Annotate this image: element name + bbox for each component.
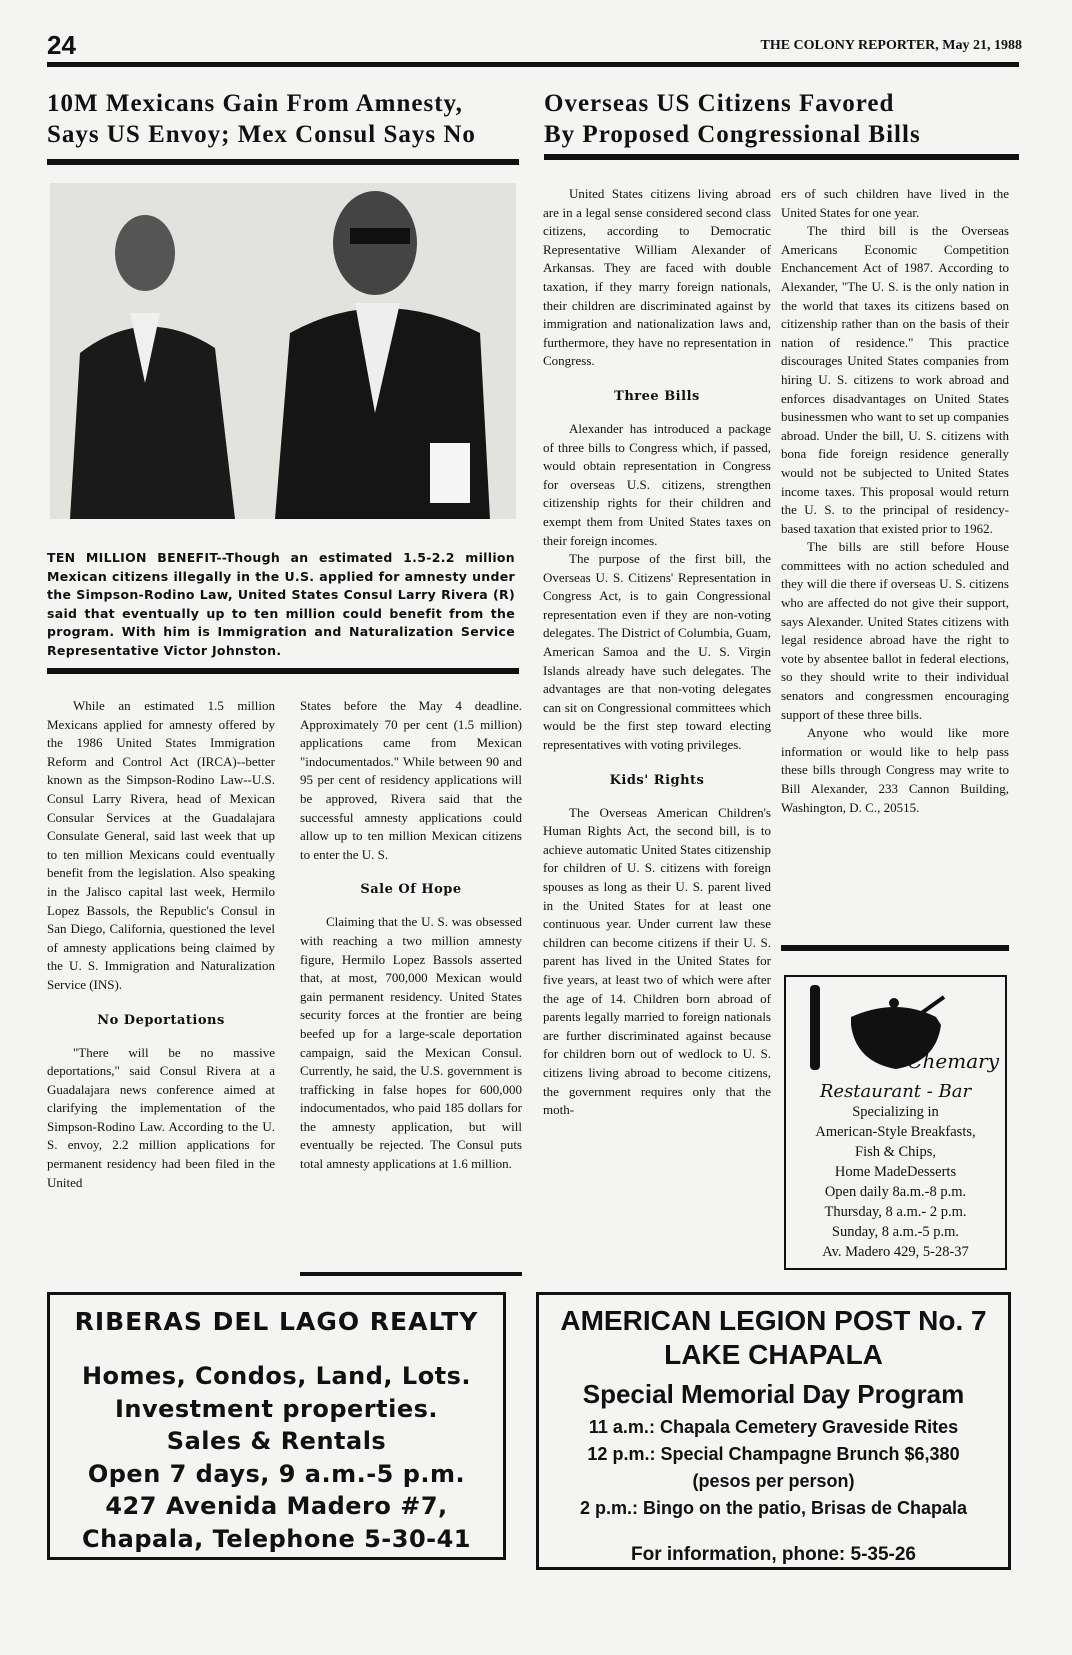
photo-caption: TEN MILLION BENEFIT--Though an estimated 1.5-2.2 million Mexican citizens illegally in the U.S. applied for amnesty under the Simpson-Rodino Law, United States Consul Larry Rivera (R) said that eventually up to ten million could benefit from the program. With him is Immigration and Naturalization Service Representative Victor Johnston. (47, 550, 515, 658)
paragraph: The purpose of the first bill, the Overseas U. S. Citizens' Representation in Congress Act, is to gain Congressional representation even if they are non-voting delegates. The District of Columbia, Guam, American Samoa and the U. S. Virgin Islands already have such delegates. The advantages are that non-voting delegates can sit on Congressional committees which would be the first step toward electing representatives with voting privileges. (543, 551, 771, 753)
schedule-time: 11 a.m.: (588, 1417, 655, 1437)
schedule-text: Chapala Cemetery Graveside Rites (659, 1417, 959, 1437)
ad-line: Home MadeDesserts (834, 1164, 957, 1180)
paragraph: States before the May 4 deadline. Approximately 70 per cent (1.5 million) applications came from Mexican "indocumentados." While between 90 and 95 per cent of residency applications will be approved, Rivera said that the successful amnesty applications could allow up to ten million Mexican citizens to enter the U. S. (300, 698, 522, 862)
schedule-item (539, 1468, 1008, 1495)
paragraph: The bills are still before House committees with no action scheduled and they will die there if overseas U. S. citizens who are affected do not give their support, says Alexander. United States citizens with legal residence abroad have the right to vote by absentee ballot in federal elections, so they should write to their individual senators and congressmen encouraging support of these three bills. (781, 539, 1009, 722)
ad-line: American-Style Breakfasts, (815, 1124, 976, 1140)
right-headline (544, 88, 1019, 150)
page-number: 24 (47, 30, 76, 60)
realty-ad (47, 1292, 506, 1560)
article-column-4 (781, 185, 1009, 817)
schedule-text: Special Champagne Brunch $6,380 (660, 1444, 960, 1464)
subheading: Three Bills (614, 388, 700, 404)
left-headline (47, 88, 522, 150)
photo-two-men-icon (50, 183, 516, 519)
subheading: Sale Of Hope (360, 882, 462, 898)
restaurant-name: Chemary (907, 1049, 999, 1073)
schedule-time: 2 p.m.: (579, 1498, 638, 1518)
header-rule (47, 62, 1019, 67)
legion-schedule (539, 1414, 1008, 1522)
restaurant-ad (784, 975, 1007, 1270)
legion-location: LAKE CHAPALA (664, 1339, 883, 1370)
ad-line: Thursday, 8 a.m.- 2 p.m. (824, 1204, 967, 1220)
ad-line: Av. Madero 429, 5-28-37 (822, 1244, 969, 1260)
schedule-text: (pesos per person) (692, 1471, 855, 1491)
caption-rule (47, 668, 519, 674)
left-headline-line2: Says US Envoy; Mex Consul Says No (47, 121, 476, 148)
right-headline-line2: By Proposed Congressional Bills (544, 121, 921, 148)
news-photo (50, 183, 516, 519)
ad-line: Homes, Condos, Land, Lots. (81, 1362, 472, 1390)
article-column-2 (300, 697, 522, 1174)
masthead: THE COLONY REPORTER, May 21, 1988 (760, 38, 1022, 53)
ad-line: Sales & Rentals (166, 1427, 387, 1455)
paragraph: ers of such children have lived in the United States for one year. (781, 186, 1009, 220)
ad-line: Investment properties. (114, 1394, 439, 1423)
left-headline-rule (47, 159, 519, 165)
subheading: No Deportations (97, 1012, 225, 1028)
ad-line: Sunday, 8 a.m.-5 p.m. (831, 1224, 960, 1240)
schedule-item (539, 1495, 1008, 1522)
restaurant-details (786, 1102, 1005, 1262)
schedule-item (539, 1414, 1008, 1441)
ad-line: Open daily 8a.m.-8 p.m. (824, 1184, 967, 1200)
restaurant-type: Restaurant - Bar (819, 1081, 972, 1102)
legion-title: AMERICAN LEGION POST No. 7 (560, 1305, 987, 1336)
american-legion-ad (536, 1292, 1011, 1570)
subheading: Kids' Rights (609, 772, 705, 788)
legion-contact: For information, phone: 5-35-26 (630, 1544, 917, 1565)
ad-line: Specializing in (852, 1104, 939, 1120)
column-2-end-rule (300, 1272, 522, 1276)
schedule-time: 12 p.m.: (587, 1444, 656, 1464)
ad-line: Open 7 days, 9 a.m.-5 p.m. (87, 1459, 466, 1488)
column-4-end-rule (781, 945, 1009, 951)
paragraph: While an estimated 1.5 million Mexicans applied for amnesty offered by the 1986 United States Immigration Reform and Control Act (IRCA)--better known as the Simpson-Rodino Law--U.S. Consul Larry Rivera, head of Mexican Consular Services at the Guadalajara Consulate General, said last week that up to ten million Mexicans could eventually benefit from the legislation. Also speaking in the Jalisco capital last week, Hermilo Lopez Bassols, the Republic's Consul in San Diego, California, questioned the level of amnesty applications being claimed by the U. S. Immigration and Naturalization Service (INS). (47, 698, 275, 992)
right-headline-line1: Overseas US Citizens Favored (544, 90, 895, 117)
realty-title: RIBERAS DEL LAGO REALTY (74, 1307, 479, 1336)
paragraph: Claiming that the U. S. was obsessed with reaching a two million amnesty figure, Hermilo Lopez Bassols asserted that, at most, 700,000 Mexican would gain permanent residency. United States security forces at the frontier are being beefed up for a large-scale deportation campaign, said the Mexican Consul. Currently, he said, the U.S. government is trafficking in false hopes for 600,000 indocumentados, who paid 185 dollars for the amnesty application, but will eventually be rejected. The Consul puts total amnesty applications at 1.6 million. (300, 914, 522, 1172)
legion-subtitle: Special Memorial Day Program (582, 1379, 965, 1409)
paragraph: The Overseas American Children's Human Rights Act, the second bill, is to achieve automatic United States citizenship for children of U. S. citizens with foreign spouses as long as their U. S. parent lived in the United States for at least one continuous year. Under current law these children can become citizens if their U. S. parent has lived in the United States for five years, at least two of which were after the age of 14. Children born abroad of parents legally married to foreign nationals are further discriminated against because for children born out of wedlock to U. S. citizens living abroad to become citizens, the government requires only that the moth- (543, 804, 771, 1118)
realty-details (50, 1360, 503, 1555)
paragraph: Anyone who would like more information or would like to help pass these bills through Congress may write to Bill Alexander, 233 Cannon Building, Washington, D. C., 20515. (781, 725, 1009, 815)
paragraph: "There will be no massive deportations," said Consul Rivera at a Guadalajara news conference aimed at clarifying the implementation of the Simpson-Rodino Law. According to the U. S. envoy, 2.2 million applications for permanent residency had been filed in the United (47, 1044, 275, 1190)
ad-line: 427 Avenida Madero #7, (105, 1492, 448, 1520)
paragraph: United States citizens living abroad are in a legal sense considered second class citizens, according to Democratic Representative William Alexander of Arkansas. They are faced with double taxation, if they marry foreign nationals, their children are discriminated against by immigration and nationalization laws and, furthermore, they have no representation in Congress. (543, 186, 771, 369)
ad-line: Chapala, Telephone 5-30-41 (81, 1524, 472, 1553)
article-column-3 (543, 185, 771, 1120)
ad-line: Fish & Chips, (855, 1144, 936, 1160)
paragraph: Alexander has introduced a package of three bills to Congress which, if passed, would obtain representation in Congress for overseas U.S. citizens, strengthen citizenship rights for their children and exempt them from United States taxes on their foreign incomes. (543, 420, 771, 548)
article-column-1 (47, 697, 275, 1192)
schedule-item (539, 1441, 1008, 1468)
paragraph: The third bill is the Overseas Americans Economic Competition Enchancement Act of 1987. According to Alexander, "The U. S. is the only nation in the world that taxes its citizens based on citizenship rather than on the basis of their nation of residence." This practice discourages United States companies from hiring U. S. citizens to work abroad and enforces disadvantages on United States businessmen who want to set up companies abroad. Under the bill, U. S. citizens with bona fide foreign residence generally would not be subjected to United States income taxes. This proposal would return the U. S. to the principal of residency-based taxation that existed prior to 1962. (781, 223, 1009, 536)
left-headline-line1: 10M Mexicans Gain From Amnesty, (47, 90, 463, 117)
right-headline-rule (544, 154, 1019, 160)
schedule-text: Bingo on the patio, Brisas de Chapala (642, 1498, 968, 1518)
